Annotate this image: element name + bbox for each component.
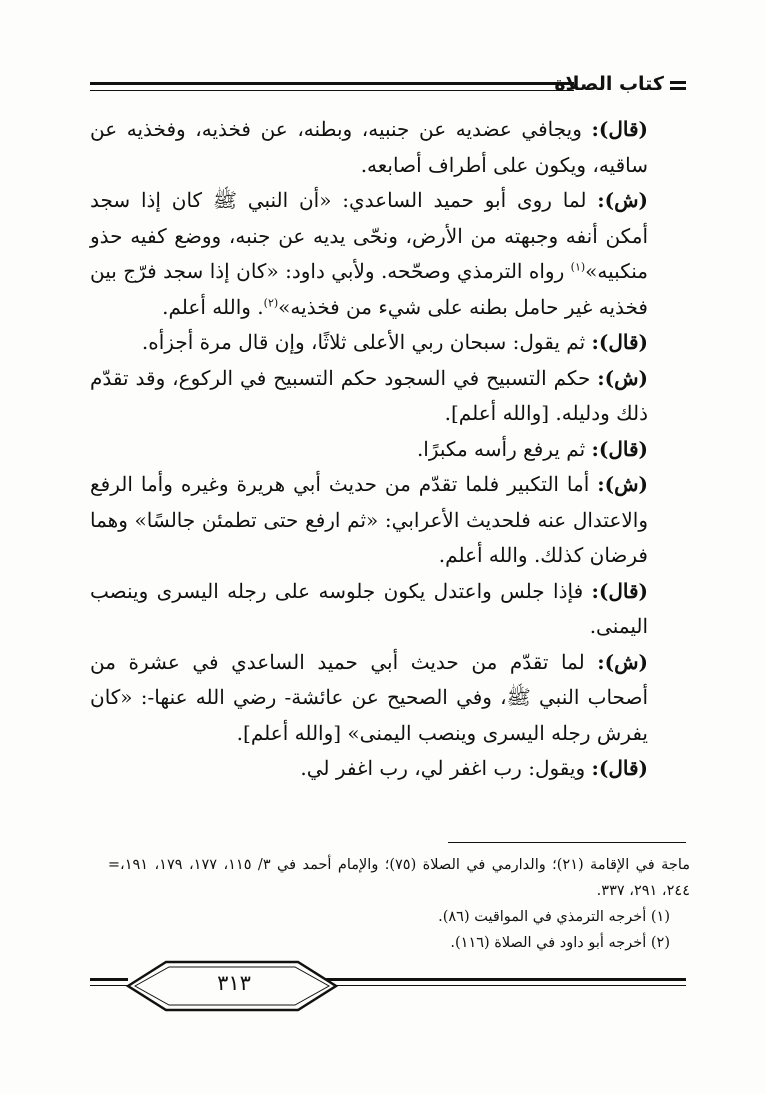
footnote-continuation [90,852,690,904]
paragraph-label: (قال): [591,117,648,141]
paragraph-text: ويقول: رب اغفر لي، رب اغفر لي. [300,756,592,780]
footnote: (٢) أخرجه أبو داود في الصلاة (١١٦). [450,935,670,951]
running-header [90,70,686,100]
paragraph-text: حكم التسبيح في السجود حكم التسبيح في الركوع، وقد تقدّم ذلك ودليله. [والله أعلم]. [90,365,648,425]
ornament-rule-right [298,978,686,986]
page-number-ornament [90,958,686,1014]
paragraph-text: ثم يقول: سبحان ربي الأعلى ثلاثًا، وإن قال مرة أجزأه. [141,330,592,354]
paragraph-label: (ش): [597,649,648,674]
paragraph-text: لما تقدّم من حديث أبي حميد الساعدي في عشرة من أصحاب النبي ﷺ، وفي الصحيح عن عائشة- رضي الله عنها-: «كان يفرش رجله اليسرى وينصب اليمنى» [والله أعلم]. [90,649,648,745]
paragraph-label: (قال): [591,436,648,461]
paragraph-label: (قال): [591,756,648,780]
main-text [90,112,690,787]
ornament-rule-left [90,978,128,986]
header-double-bar [670,81,686,90]
footnote-ref: (٢) [263,295,279,309]
paragraph-label: (ش): [597,472,648,496]
paragraph-sharh [90,467,690,574]
chapter-title: كتاب الصلاة [554,73,664,95]
paragraph-label: (ش): [597,188,648,212]
paragraph-qal [90,574,690,645]
paragraph-text: . والله أعلم. [162,294,264,319]
paragraph-text: ويجافي عضديه عن جنبيه، وبطنه، عن فخذيه، وفخذيه عن ساقيه، ويكون على أطراف أصابعه. [90,117,648,177]
paragraph-text: لما روى أبو حميد الساعدي: «أن النبي ﷺ كان إذا سجد أمكن أنفه وجبهته من الأرض، ونحّى يديه عن جنبه، ووضع كفيه حذو منكبيه» [90,188,648,283]
paragraph-qal [90,432,690,468]
paragraph-qal [90,325,690,361]
footnote-continuation-text: ماجة في الإقامة (٢١)؛ والدارمي في الصلاة (٧٥)؛ والإمام أحمد في ٣/ ١١٥، ١٧٧، ١٧٩، ١٩١، ٢٤٤، ٢٩١، ٣٣٧. [120,857,691,899]
paragraph-text: ثم يرفع رأسه مكبرًا. [416,436,592,461]
continuation-marker: = [107,857,120,873]
paragraph-sharh [90,183,690,325]
paragraph-label: (ش): [597,365,648,390]
paragraph-text: رواه الترمذي وصحّحه. ولأبي داود: «كان إذا سجد فرّج بين فخذيه غير حامل بطنه على شيء من فخذيه» [90,259,648,319]
page-number: ٣١٣ [217,971,251,995]
paragraph-qal [90,751,690,787]
footnote-ref: (١) [570,260,586,274]
paragraph-text: أما التكبير فلما تقدّم من حديث أبي هريرة وغيره وأما الرفع والاعتدال عنه فلحديث الأعرابي: «ثم ارفع حتى تطمئن جالسًا» وهما فرضان كذلك. والله أعلم. [90,472,648,567]
paragraph-label: (قال): [591,330,648,354]
paragraph-sharh [90,645,690,752]
paragraph-sharh [90,361,690,432]
footnotes [90,852,690,956]
header-rule [90,82,574,91]
footnote-separator [448,842,686,843]
paragraph-qal [90,112,690,183]
paragraph-text: فإذا جلس واعتدل يكون جلوسه على رجله اليسرى وينصب اليمنى. [90,578,648,638]
footnote: (١) أخرجه الترمذي في المواقيت (٨٦). [438,909,670,925]
paragraph-label: (قال): [591,578,648,603]
